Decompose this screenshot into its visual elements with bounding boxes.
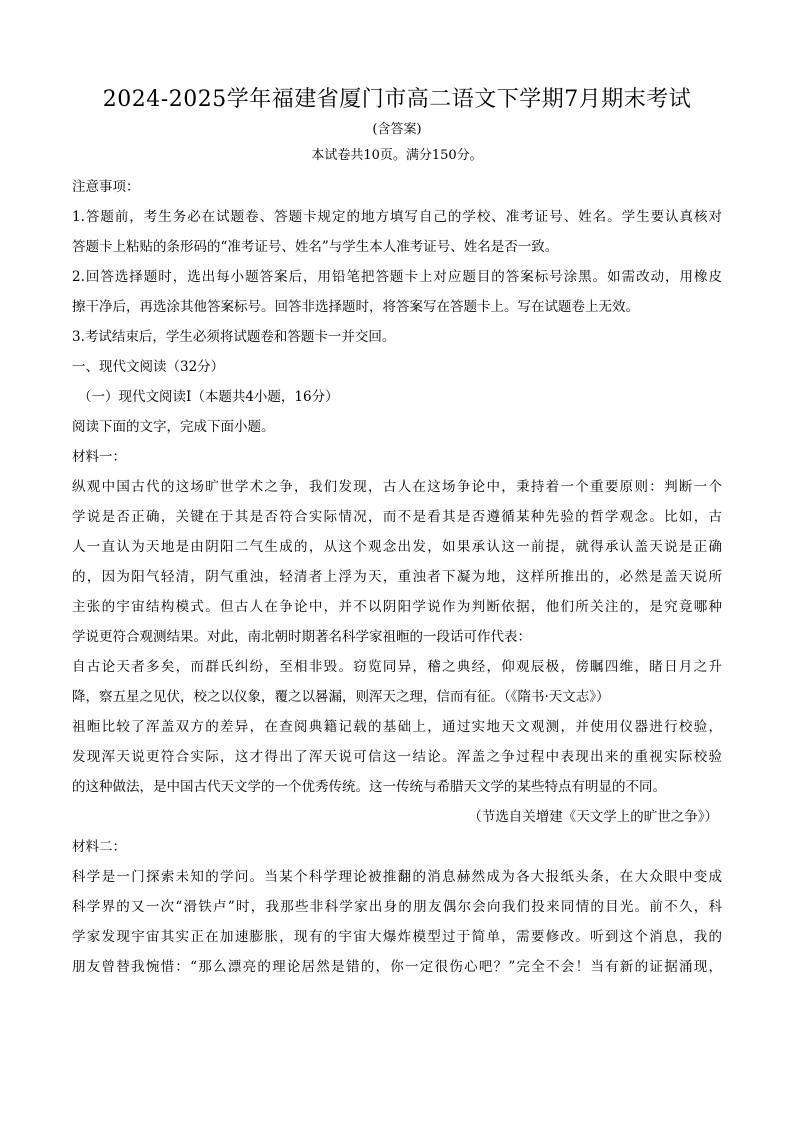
notice-item-1-line-2: 答题卡上粘贴的条形码的“准考证号、姓名”与学生本人准考证号、姓名是否一致。 — [72, 239, 559, 255]
material-1-source: （节选自关增建《天文学上的旷世之争》） — [468, 809, 718, 825]
notice-item-2-line-2: 擦干净后，再选涂其他答案标号。回答非选择题时，将答案写在答题卡上。写在试题卷上无效。 — [72, 299, 639, 315]
page-subtitle: (含答案) — [372, 122, 422, 137]
subsection-heading-1: （一）现代文阅读Ⅰ（本题共4小题，16分） — [78, 389, 339, 405]
material-1-line: 人一直认为天地是由阴阳二气生成的，从这个观念出发，如果承认这一前提，就得承认盖天说是正确 — [72, 539, 722, 555]
notice-item-2-line-1: 2.回答选择题时，选出每小题答案后，用铅笔把答题卡上对应题目的答案标号涂黑。如需改动，用橡皮 — [72, 269, 722, 285]
material-1-quote-line: 降，察五星之见伏，校之以仪象，覆之以晷漏，则浑天之理，信而有征。（《隋书·天文志》） — [72, 689, 610, 705]
material-1-line: 的这种做法，是中国古代天文学的一个优秀传统。这一传统与希腊天文学的某些特点有明显的不同。 — [72, 779, 666, 795]
page-title: 2024-2025学年福建省厦门市高二语文下学期7月期末考试 — [102, 87, 692, 112]
exam-meta: 本试卷共10页。满分150分。 — [311, 148, 483, 163]
notice-item-3: 3.考试结束后，学生必须将试题卷和答题卡一并交回。 — [72, 329, 396, 345]
section-heading-1: 一、现代文阅读（32分） — [72, 359, 225, 375]
material-1-line: 学说是否正确，关键在于其是否符合实际情况，而不是看其是否遵循某种先验的哲学观念。比如，古 — [72, 509, 722, 525]
material-1-line: 祖暅比较了浑盖双方的差异，在查阅典籍记载的基础上，通过实地天文观测，并使用仪器进行校验， — [72, 719, 722, 735]
document-body — [72, 172, 722, 982]
material-2-line: 朋友曾替我惋惜：“那么漂亮的理论居然是错的，你一定很伤心吧？”完全不会！当有新的证据涌现， — [72, 959, 722, 975]
material-1-quote-line: 自古论天者多矣，而群氏纠纷，至相非毁。窃览同异，稽之典经，仰观辰极，傍瞩四维，睹日月之升 — [72, 659, 722, 675]
reading-instruction: 阅读下面的文字，完成下面小题。 — [72, 419, 275, 435]
material-1-line: 纵观中国古代的这场旷世学术之争，我们发现，古人在这场争论中，秉持着一个重要原则：判断一个 — [72, 479, 722, 495]
notice-heading: 注意事项： — [72, 179, 140, 195]
material-1-line: 学说更符合观测结果。对此，南北朝时期著名科学家祖暅的一段话可作代表： — [72, 629, 531, 645]
material-2-label: 材料二： — [72, 839, 126, 855]
notice-item-1-line-1: 1.答题前，考生务必在试题卷、答题卡规定的地方填写自己的学校、准考证号、姓名。学生要认真核对 — [72, 209, 722, 225]
material-1-label: 材料一： — [72, 449, 126, 465]
material-1-line: 发现浑天说更符合实际，这才得出了浑天说可信这一结论。浑盖之争过程中表现出来的重视实际校验 — [72, 749, 722, 765]
material-1-line: 的，因为阳气轻清，阴气重浊，轻清者上浮为天，重浊者下凝为地，这样所推出的，必然是盖天说所 — [72, 569, 722, 585]
material-2-line: 科学是一门探索未知的学问。当某个科学理论被推翻的消息赫然成为各大报纸头条，在大众眼中变成 — [72, 869, 722, 885]
material-2-line: 科学界的又一次“滑铁卢”时，我那些非科学家出身的朋友偶尔会向我们投来同情的目光。前不久，科 — [72, 899, 722, 915]
material-2-line: 学家发现宇宙其实正在加速膨胀，现有的宇宙大爆炸模型过于简单，需要修改。听到这个消息，我的 — [72, 929, 722, 945]
material-1-line: 主张的宇宙结构模式。但古人在争论中，并不以阴阳学说作为判断依据，他们所关注的，是究竟哪种 — [72, 599, 722, 615]
